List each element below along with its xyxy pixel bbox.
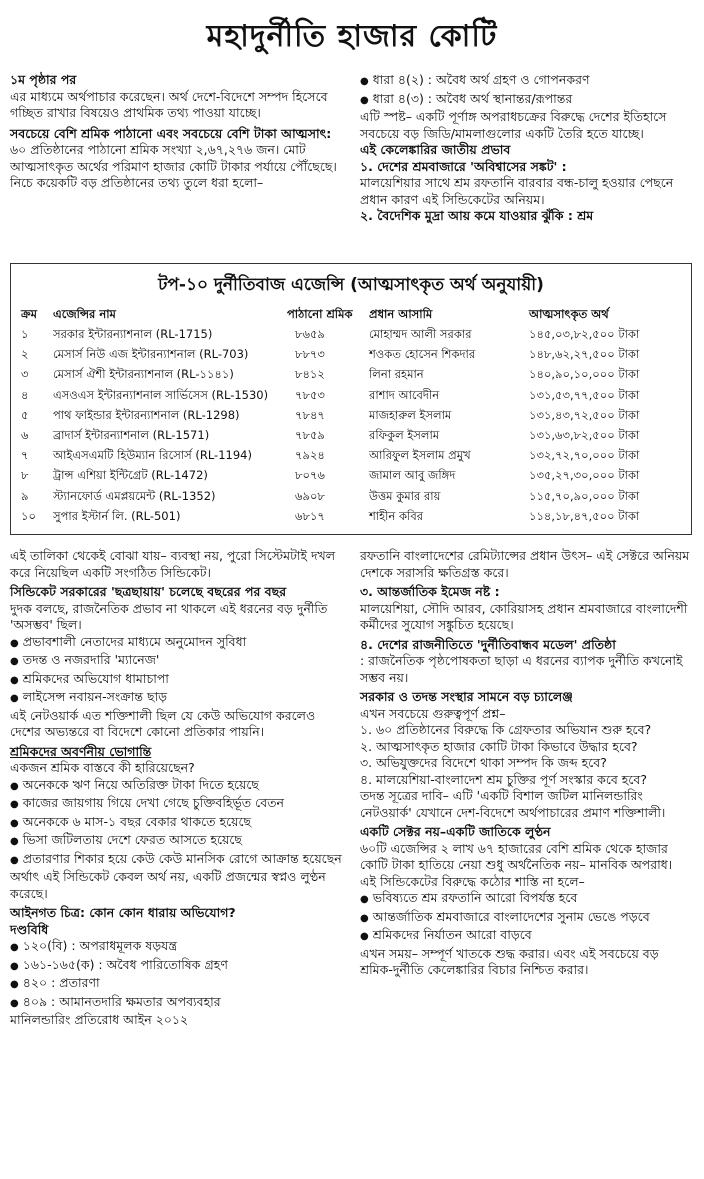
- table-title: টপ-১০ দুর্নীতিবাজ এজেন্সি (আত্মসাৎকৃত অর্থ অনুযায়ী): [158, 275, 544, 295]
- cell-amount: ১৪৮,৬২,২৭,৫০০ টাকা: [529, 347, 640, 362]
- cell-amount: ১৩১,৫৩,৭৭,৫০০ টাকা: [529, 387, 640, 402]
- cell-agency: এসওএস ইন্টারন্যাশনাল সার্ভিসেস (RL-1530): [53, 387, 269, 402]
- body-paragraph: এই তালিকা থেকেই বোঝা যায়– ব্যবস্থা নয়, পুরো সিস্টেমটাই দখল করে নিয়েছিল একটি সংগঠিত সিন্ডিকেট।: [10, 548, 336, 580]
- bullet-item: ● প্রতারণার শিকার হয়ে কেউ কেউ মানসিক রোগে আক্রান্ত হয়েছেন: [10, 851, 344, 870]
- section-heading: ৪. দেশের রাজনীতিতে 'দুর্নীতিবান্ধব মডেল' প্রতিষ্ঠা: [360, 636, 616, 652]
- body-paragraph: এটি স্পষ্ট– একটি পূর্ণাঙ্গ অপরাধচক্রের বিরুদ্ধে দেশের ইতিহাসে সবচেয়ে বড় জিডি/মামলাগুলোর একটি তৈরি হতে যাচ্ছে।: [360, 109, 667, 141]
- cell-agency: সরকার ইন্টারন্যাশনাল (RL-1715): [53, 327, 213, 341]
- body-paragraph: ৬০ প্রতিষ্ঠানের পাঠানো শ্রমিক সংখ্যা ২,৬৭,২৭৬ জন। মোট আত্মসাৎকৃত অর্থের পরিমাণ হাজার কোটি টাকার পর্যায়ে পৌঁছেছে। নিচে কয়েকটি বড় প্রতিষ্ঠানের তথ্য তুলে ধরা হলো–: [10, 142, 337, 190]
- bullet-item: ● শ্রমিকদের অভিযোগ ধামাচাপা: [10, 671, 344, 690]
- table-row: [17, 425, 685, 445]
- cell-workers: ৮৪১২: [295, 367, 325, 382]
- cell-agency: স্ট্যানফোর্ড এমপ্লয়মেন্ট (RL-1352): [53, 488, 216, 503]
- cell-serial: ২: [21, 347, 29, 362]
- bullet-item: ● ভবিষ্যতে শ্রম রফতানি আরো বিপর্যস্ত হবে: [360, 890, 694, 909]
- top-right-column: [360, 72, 694, 225]
- body-paragraph: ৬০টি এজেন্সির ২ লাখ ৬৭ হাজারের বেশি শ্রমিক থেকে হাজার কোটি টাকা হাতিয়ে নেয়া শুধু অর্থনৈতিক নয়– মানবিক অপরাধ।: [360, 840, 673, 872]
- question-item: ৪. মালয়েশিয়া-বাংলাদেশ শ্রম চুক্তির পূর্ণ সংস্কার কবে হবে?: [360, 771, 647, 787]
- table-row: [17, 385, 685, 405]
- point-title: ১. দেশের শ্রমবাজারে 'অবিশ্বাসের সঙ্কট' :: [360, 158, 567, 174]
- table-row: [17, 364, 685, 384]
- cell-workers: ৬৮১৭: [295, 508, 325, 523]
- section-heading: সরকার ও তদন্ত সংস্থার সামনে বড় চ্যালেঞ্জ: [360, 689, 573, 704]
- cell-accused: শাহীন কবির: [369, 508, 424, 523]
- cell-workers: ৬৯০৮: [295, 488, 325, 503]
- point-body: মালয়েশিয়ার সাথে শ্রম রফতানি বারবার বন্ধ-চালু হওয়ার পেছনে প্রধান কারণ এই সিন্ডিকেটের অনিয়ম।: [360, 175, 674, 207]
- section-heading: সিন্ডিকেট সরকারের 'ছত্রছায়ায়' চলেছে বছরের পর বছর: [10, 584, 287, 599]
- body-paragraph: অর্থাৎ এই সিন্ডিকেট কেবল অর্থ নয়, একটি প্রজন্মের স্বপ্নও লুণ্ঠন করেছে।: [10, 869, 326, 901]
- cell-agency: ট্রান্স এশিয়া ইন্টিগ্রেট (RL-1472): [53, 468, 208, 483]
- table-row: [17, 445, 685, 465]
- bullet-item: ● প্রভাবশালী নেতাদের মাধ্যমে অনুমোদন সুবিধা: [10, 634, 344, 653]
- continued-label: ১ম পৃষ্ঠার পর: [10, 72, 77, 87]
- column-header-agency: এজেন্সির নাম: [53, 307, 116, 321]
- sub-heading: দণ্ডবিধি: [10, 921, 49, 937]
- cell-serial: ৪: [21, 387, 29, 402]
- cell-amount: ১৩১,৪৩,৭২,৫০০ টাকা: [529, 407, 640, 422]
- cell-amount: ১৪০,৯০,১০,০০০ টাকা: [529, 367, 640, 382]
- cell-accused: মাজহারুল ইসলাম: [369, 407, 452, 422]
- cell-agency: ব্রাদার্স ইন্টারন্যাশনাল (RL-1571): [53, 427, 210, 442]
- bottom-left-column: [10, 548, 344, 1029]
- cell-serial: ৬: [21, 427, 29, 442]
- table-row: [17, 324, 685, 344]
- section-heading: আইনগত চিত্র: কোন কোন ধারায় অভিযোগ?: [10, 905, 236, 920]
- cell-workers: ৭৯২৪: [295, 448, 325, 463]
- cell-accused: রফিকুল ইসলাম: [369, 427, 440, 442]
- cell-amount: ১১৪,১৮,৪৭,৫০০ টাকা: [529, 508, 640, 523]
- cell-accused: উত্তম কুমার রায়: [369, 488, 441, 503]
- bullet-item: ● ধারা ৪(৩) : অবৈধ অর্থ স্থানান্তর/রূপান্তর: [360, 91, 694, 110]
- column-header-serial: ক্রম: [21, 307, 38, 321]
- table-body: [17, 324, 685, 526]
- bullet-item: ● ১২০(বি) : অপরাধমূলক ষড়যন্ত্র: [10, 938, 344, 957]
- body-paragraph: এই নেটওয়ার্ক এত শক্তিশালী ছিল যে কেউ অভিযোগ করলেও দেশের অভ্যন্তরে বা বিদেশে কোনো প্রতিকার পায়নি।: [10, 707, 316, 739]
- cell-agency: পাথ ফাইন্ডার ইন্টারন্যাশনাল (RL-1298): [53, 407, 240, 422]
- cell-accused: শওকত হোসেন শিকদার: [369, 347, 476, 362]
- body-paragraph: তদন্ত সূত্রের দাবি– এটি 'একটি বিশাল জটিল মানিলন্ডারিং নেটওয়ার্ক' যেখানে দেশ-বিদেশে অর্থপাচারের প্রমাণ শক্তিশালী।: [360, 788, 666, 820]
- body-paragraph: : রাজনৈতিক পৃষ্ঠপোষকতা ছাড়া এ ধরনের ব্যাপক দুর্নীতি কখনোই সম্ভব নয়।: [360, 653, 683, 685]
- section-heading: সবচেয়ে বেশি শ্রমিক পাঠানো এবং সবচেয়ে বেশি টাকা আত্মসাৎ:: [10, 125, 332, 141]
- bullet-item: ● ধারা ৪(২) : অবৈধ অর্থ গ্রহণ ও গোপনকরণ: [360, 72, 694, 91]
- cell-accused: জামাল আবু জঙ্গিদ: [369, 468, 456, 483]
- bullet-item: ● তদন্ত ও নজরদারি 'ম্যানেজ': [10, 652, 344, 671]
- cell-accused: লিনা রহমান: [369, 367, 424, 382]
- section-heading: ৩. আন্তর্জাতিক ইমেজ নষ্ট :: [360, 584, 500, 599]
- bullet-item: ● শ্রমিকদের নির্যাতন আরো বাড়বে: [360, 927, 694, 946]
- column-header-amount: আত্মসাৎকৃত অর্থ: [529, 307, 609, 321]
- body-paragraph: রফতানি বাংলাদেশের রেমিট্যান্সের প্রধান উৎস– এই সেক্টরে অনিয়ম দেশকে সরাসরি ক্ষতিগ্রস্ত করে।: [360, 548, 690, 580]
- cell-workers: ৭৮৪৭: [295, 407, 325, 422]
- cell-amount: ১৩২,৭২,৭০,০০০ টাকা: [529, 448, 640, 463]
- cell-serial: ১: [21, 327, 29, 341]
- bottom-right-column: [360, 548, 694, 979]
- body-paragraph: এই সিন্ডিকেটের বিরুদ্ধে কঠোর শাস্তি না হলে–: [360, 873, 585, 889]
- table-row: [17, 486, 685, 506]
- intro-paragraph: এর মাধ্যমে অর্থপাচার করেছেন। অর্থ দেশে-বিদেশে সম্পদ হিসেবে গচ্ছিত রাখার বিষয়েও প্রাথমিক তথ্য পাওয়া যাচ্ছে।: [10, 88, 328, 120]
- cell-workers: ৭৮৫৩: [295, 387, 325, 402]
- cell-accused: আরিফুল ইসলাম প্রমুখ: [369, 448, 471, 463]
- question-item: ১. ৬০ প্রতিষ্ঠানের বিরুদ্ধে কি গ্রেফতার অভিযান শুরু হবে?: [360, 722, 652, 737]
- cell-agency: আইএসএমটি হিউম্যান রিসোর্স (RL-1194): [53, 448, 252, 463]
- cell-serial: ৭: [21, 448, 29, 463]
- section-heading: একটি সেক্টর নয়–একটি জাতিকে লুণ্ঠন: [360, 824, 551, 839]
- cell-workers: ৮০৭৬: [295, 468, 325, 483]
- table-row: [17, 405, 685, 425]
- table-row: [17, 465, 685, 485]
- cell-amount: ১৪৫,০৩,৮২,৫০০ টাকা: [529, 327, 640, 341]
- cell-accused: মোহাম্মদ আলী সরকার: [369, 327, 472, 341]
- cell-serial: ৩: [21, 367, 29, 382]
- bullet-item: ● কাজের জায়গায় গিয়ে দেখা গেছে চুক্তিবহির্ভূত বেতন: [10, 795, 344, 814]
- cell-workers: ৮৮৭৩: [295, 347, 325, 362]
- cell-serial: ৮: [21, 468, 29, 483]
- question-item: ২. আত্মসাৎকৃত হাজার কোটি টাকা কিভাবে উদ্ধার হবে?: [360, 738, 638, 754]
- cell-serial: ৯: [21, 488, 29, 503]
- cell-agency: মেসার্স ঐশী ইন্টারন্যাশনাল (RL-১১৪১): [53, 367, 234, 382]
- top10-agency-table: [10, 263, 692, 535]
- cell-workers: ৭৮৫৯: [295, 427, 325, 442]
- question-item: ৩. অভিযুক্তদের বিদেশে থাকা সম্পদ কি জব্দ হবে?: [360, 755, 607, 770]
- cell-agency: সুপার ইস্টার্ন লি. (RL-501): [53, 508, 181, 523]
- body-paragraph: মানিলন্ডারিং প্রতিরোধ আইন ২০১২: [10, 1012, 189, 1027]
- bullet-item: ● ভিসা জটিলতায় দেশে ফেরত আসতে হয়েছে: [10, 832, 344, 851]
- cell-amount: ১৩৫,২৭,৩০,০০০ টাকা: [529, 468, 640, 483]
- column-header-accused: প্রধান আসামি: [369, 307, 433, 321]
- bullet-item: ● ১৬১-১৬৫(ক) : অবৈধ পারিতোষিক গ্রহণ: [10, 957, 344, 976]
- table-row: [17, 506, 685, 526]
- bullet-item: ● ৪০৯ : আমানতদারি ক্ষমতার অপব্যবহার: [10, 994, 344, 1013]
- bullet-item: ● ৪২০ : প্রতারণা: [10, 975, 344, 994]
- body-paragraph: এখন সবচেয়ে গুরুত্বপূর্ণ প্রশ্ন–: [360, 705, 506, 721]
- cell-serial: ৫: [21, 407, 29, 422]
- bullet-item: ● অনেককে ৬ মাস-১ বছর বেকার থাকতে হয়েছে: [10, 814, 344, 833]
- bullet-item: ● লাইসেন্স নবায়ন-সংক্রান্ত ছাড়: [10, 689, 344, 708]
- point-title: ২. বৈদেশিক মুদ্রা আয় কমে যাওয়ার ঝুঁকি : শ্রম: [360, 208, 594, 223]
- cell-workers: ৮৬৫৯: [295, 327, 325, 341]
- section-heading: এই কেলেঙ্কারির জাতীয় প্রভাব: [360, 142, 511, 157]
- cell-amount: ১১৫,৭০,৯০,০০০ টাকা: [529, 488, 640, 503]
- body-paragraph: দুদক বলছে, রাজনৈতিক প্রভাব না থাকলে এই ধরনের বড় দুর্নীতি 'অসম্ভব' ছিল।: [10, 600, 328, 632]
- column-header-workers: পাঠানো শ্রমিক: [287, 307, 353, 321]
- top-left-column: [10, 72, 344, 192]
- section-heading: শ্রমিকদের অবর্ণনীয় ভোগান্তি: [10, 743, 152, 759]
- table-row: [17, 344, 685, 364]
- cell-agency: মেসার্স নিউ এজ ইন্টারন্যাশনাল (RL-703): [53, 347, 249, 362]
- body-paragraph: একজন শ্রমিক বাস্তবে কী হারিয়েছেন?: [10, 760, 195, 775]
- headline: মহাদুর্নীতি হাজার কোটি: [206, 19, 498, 54]
- cell-amount: ১৩১,৬৩,৮২,৫০০ টাকা: [529, 427, 640, 442]
- cell-accused: রাশাদ আবেদীন: [369, 387, 440, 402]
- body-paragraph: মালয়েশিয়া, সৌদি আরব, কোরিয়াসহ প্রধান শ্রমবাজারে বাংলাদেশী কর্মীদের সুযোগ সঙ্কুচিত হয়েছে।: [360, 600, 688, 632]
- cell-serial: ১০: [21, 508, 36, 523]
- bullet-item: ● অনেককে ঋণ নিয়ে অতিরিক্ত টাকা দিতে হয়েছে: [10, 777, 344, 796]
- bullet-item: ● আন্তর্জাতিক শ্রমবাজারে বাংলাদেশের সুনাম ভেঙে পড়বে: [360, 909, 694, 928]
- body-paragraph: এখন সময়– সম্পূর্ণ খাতকে শুদ্ধ করার। এবং এই সবচেয়ে বড় শ্রমিক-দুর্নীতি কেলেঙ্কারির বিচার নিশ্চিত করার।: [360, 945, 659, 977]
